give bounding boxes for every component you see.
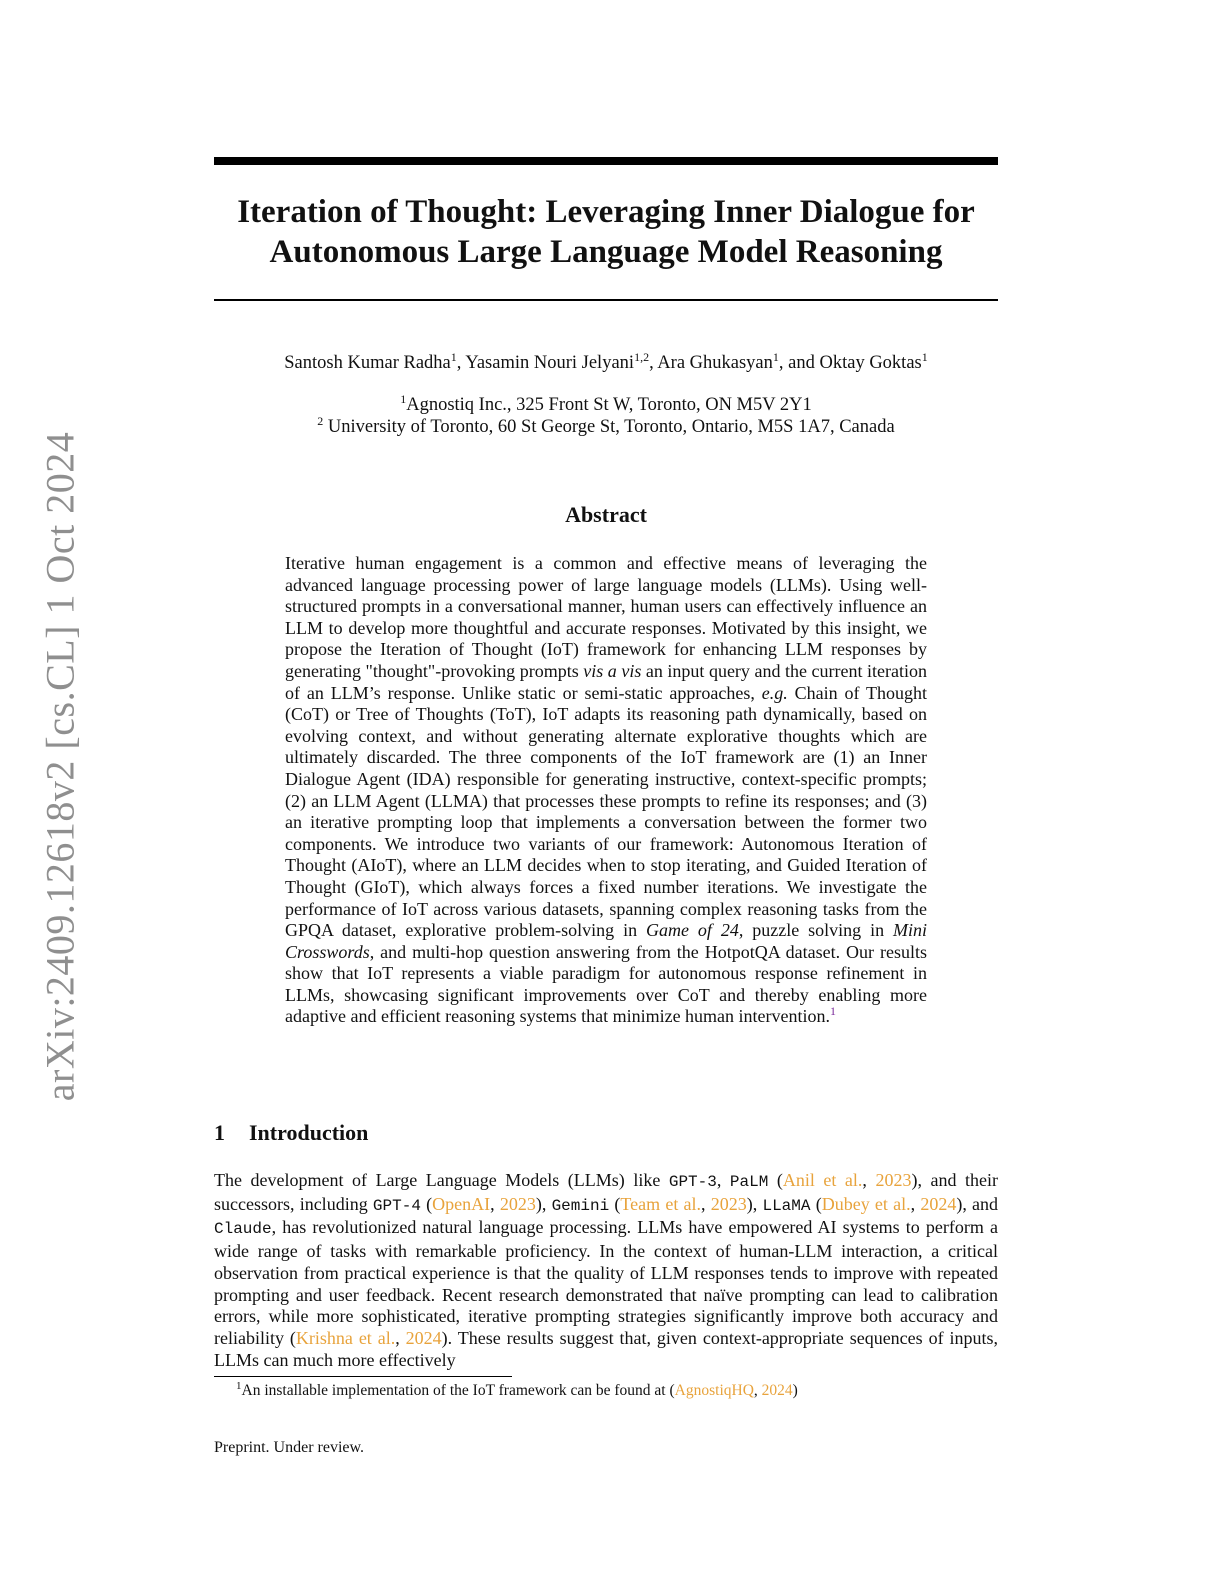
preprint-notice: Preprint. Under review. [214,1439,365,1456]
citation-year-link[interactable]: 2024 [920,1193,957,1214]
section-title: Introduction [249,1120,369,1145]
intro-text: ( [609,1193,621,1214]
abstract-text: Chain of Thought (CoT) or Tree of Thoughts (ToT), IoT adapts its reasoning path dynamically, based on evolving context, and without generating alternate explorative thoughts which are ultimately discarded. The three components of the IoT framework are (1) an Inner Dialogue Agent (IDA) responsible for generating instructive, context-specific prompts; (2) an LLM Agent (LLMA) that processes these prompts to refine its responses; and (3) an iterative prompting loop that implements a conversation between the former two components. We introduce two variants of our framework: Autonomous Iteration of Thought (AIoT), where an LLM decides when to stop iterating, and Guided Iteration of Thought (GIoT), which always forces a fixed number iterations. We investigate the performance of IoT across various datasets, spanning complex reasoning tasks from the GPQA dataset, explorative problem-solving in [285,682,927,941]
author-list [214,350,998,376]
model-name: GPT-4 [372,1196,421,1215]
affiliation-mark: 1 [400,392,407,406]
author-separator: , [456,353,466,373]
citation-link[interactable]: AgnostiqHQ [674,1382,754,1399]
introduction-paragraph [214,1170,998,1371]
affiliation-text: Agnostiq Inc., 325 Front St W, Toronto, ON M5V 2Y1 [406,395,812,415]
author-affil-mark: 1 [450,350,457,364]
intro-text: , [862,1170,876,1190]
section-heading-introduction [214,1120,368,1146]
intro-text: ). These results suggest that, given context-appropriate sequences of inputs, LLMs can much more effectively [214,1327,999,1370]
intro-text: ), [746,1193,763,1214]
model-name: PaLM [729,1173,769,1191]
abstract-text: , puzzle solving in [738,920,893,941]
citation-year-link[interactable]: 2023 [875,1170,912,1190]
affiliation-line [214,394,998,416]
model-name: LLaMA [762,1196,811,1215]
intro-text: , [716,1170,730,1190]
footnote-rule [214,1376,512,1377]
author-separator: , and [778,353,820,373]
footnote-text: , [753,1382,762,1399]
intro-text: , [701,1193,711,1214]
citation-year-link[interactable]: 2024 [405,1327,442,1348]
citation-link[interactable]: Dubey et al. [821,1193,911,1214]
intro-text: ), [535,1193,552,1214]
title-line-2: Autonomous Large Language Model Reasoning [269,234,943,270]
abstract-text: , and multi-hop question answering from the HotpotQA dataset. Our results show that IoT represents a viable paradigm for autonomous response refinement in LLMs, showcasing significant improvements over CoT and thereby enabling more adaptive and efficient reasoning systems that minimize human intervention. [285,941,927,1027]
affiliation-line [214,416,998,438]
title-rule-bottom [214,299,998,301]
abstract-body [285,553,927,1028]
citation-year-link[interactable]: 2023 [499,1193,536,1214]
intro-text: The development of Large Language Models (LLMs) like [214,1170,669,1190]
author-name: Yasamin Nouri Jelyani [465,353,635,373]
section-number: 1 [214,1120,225,1145]
citation-year-link[interactable]: 2024 [761,1382,793,1399]
citation-link[interactable]: Team et al. [620,1193,702,1214]
citation-link[interactable]: Krishna et al. [295,1327,396,1348]
model-name: Gemini [551,1196,610,1215]
footnote [236,1381,996,1401]
title-line-1: Iteration of Thought: Leveraging Inner Dialogue for [237,194,975,230]
author-separator: , [649,353,658,373]
footnote-mark: 1 [236,1380,242,1392]
model-name: Claude [214,1220,272,1239]
intro-text: , [910,1193,921,1214]
abstract-italic: Mini Crosswords [285,920,927,962]
intro-text: , [395,1327,406,1348]
author-affil-mark: 1 [921,350,928,364]
author-name: Oktay Goktas [819,353,922,373]
arxiv-identifier: arXiv:2409.12618v2 [cs.CL] 1 Oct 2024 [37,431,83,1101]
author-name: Santosh Kumar Radha [284,353,451,373]
author-affil-mark: 1,2 [634,350,650,364]
citation-link[interactable]: Anil et al. [782,1170,863,1190]
intro-text: ( [420,1193,433,1214]
paper-title [214,192,998,272]
intro-text: ), and their successors, including [214,1170,999,1214]
author-affil-mark: 1 [772,350,779,364]
affiliation-mark: 2 [317,414,324,428]
affiliations [214,394,998,438]
abstract-heading: Abstract [565,502,647,527]
citation-link[interactable]: OpenAI [432,1193,491,1214]
intro-text: ), and [956,1193,999,1214]
intro-text: ( [768,1170,783,1190]
abstract-italic: e.g. [761,682,788,703]
intro-text: , has revolutionized natural language processing. LLMs have empowered AI systems to perform a wide range of tasks with remarkable proficiency. In the context of human-LLM interaction, a critical observation from practical experience is that the quality of LLM responses tends to improve with repeated prompting and user feedback. Recent research demonstrated that naïve prompting can lead to calibration errors, while more sophisticated, iterative prompting strategies significantly improve both accuracy and reliability ( [214,1217,998,1348]
abstract-text: Iterative human engagement is a common and effective means of leveraging the advanced language processing power of large language models (LLMs). Using well-structured prompts in a conversational manner, human users can effectively influence an LLM to develop more thoughtful and accurate responses. Motivated by this insight, we propose the Iteration of Thought (IoT) framework for enhancing LLM responses by generating "thought"-provoking prompts [285,553,927,681]
affiliation-text: University of Toronto, 60 St George St, Toronto, Ontario, M5S 1A7, Canada [323,417,895,437]
intro-text: ( [810,1193,822,1214]
intro-text: , [490,1193,500,1214]
footnote-text: An installable implementation of the IoT framework can be found at ( [241,1382,675,1399]
arxiv-stamp [30,432,90,1100]
footnote-link[interactable]: 1 [830,1004,837,1019]
model-name: GPT-3 [668,1173,717,1191]
abstract-italic: vis a vis [583,660,642,681]
footnote-text: ) [792,1382,798,1399]
abstract-italic: Game of 24 [646,920,739,941]
citation-year-link[interactable]: 2023 [710,1193,747,1214]
abstract-text: an input query and the current iteration of an LLM’s response. Unlike static or semi-static approaches, [285,660,927,703]
author-name: Ara Ghukasyan [657,353,773,373]
title-rule-top [214,157,998,165]
